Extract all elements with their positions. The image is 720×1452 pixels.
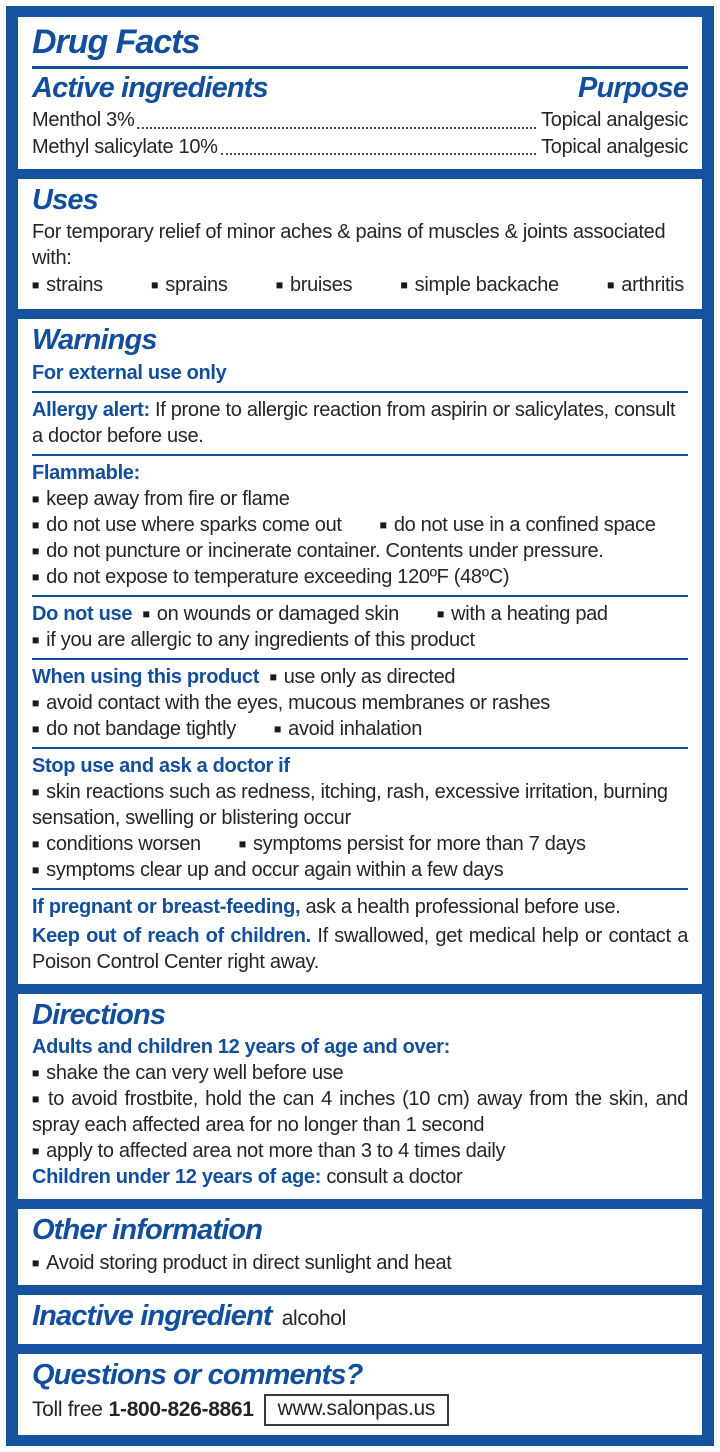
- list-item: ■ to avoid frostbite, hold the can 4 inches (10 cm) away from the skin, and spray each affected area for no longer than 1 second: [32, 1088, 688, 1137]
- uses-title: Uses: [32, 184, 98, 217]
- allergy-alert-subsection: [32, 391, 688, 449]
- keep-out-lead: Keep out of reach of children.: [32, 924, 311, 947]
- drug-facts-title: Drug Facts: [32, 23, 200, 61]
- allergy-alert-lead: Allergy alert:: [32, 398, 150, 421]
- list-item: ■ apply to affected area not more than 3 to 4 times daily: [32, 1140, 506, 1163]
- bullet-square-icon: ■: [436, 606, 445, 621]
- purpose-heading: Purpose: [578, 72, 688, 104]
- keep-out-of-reach-subsection: [32, 923, 688, 975]
- bullet-square-icon: ■: [269, 669, 277, 684]
- adults-lead: Adults and children 12 years of age and over:: [32, 1036, 450, 1059]
- questions-title: Questions or comments?: [32, 1358, 363, 1391]
- bullet-square-icon: ■: [32, 632, 40, 647]
- dotted-leader: [221, 153, 537, 155]
- bullet-square-icon: ■: [32, 569, 40, 584]
- list-item: ■ symptoms clear up and occur again within a few days: [32, 858, 504, 881]
- bullet-square-icon: ■: [273, 721, 282, 736]
- bullet-square-icon: ■: [32, 784, 40, 799]
- bullet-square-icon: ■: [32, 517, 40, 532]
- list-item: ■ if you are allergic to any ingredients of this product: [32, 628, 475, 651]
- list-item: ■ arthritis: [607, 274, 684, 297]
- ingredient-purpose: Topical analgesic: [541, 109, 688, 132]
- list-item: ■ strains: [32, 274, 103, 297]
- children-directions: Children under 12 years of age: consult a doctor: [32, 1166, 463, 1189]
- list-item: ■ do not expose to temperature exceeding 120ºF (48ºC): [32, 565, 510, 588]
- warnings-title: Warnings: [32, 324, 157, 357]
- pregnant-lead: If pregnant or breast-feeding,: [32, 895, 301, 918]
- uses-intro: For temporary relief of minor aches & pains of muscles & joints associated with:: [32, 221, 666, 270]
- bullet-square-icon: ■: [151, 278, 159, 293]
- panel-other-information: [18, 1209, 702, 1284]
- stop-use-subsection: [32, 747, 688, 883]
- list-row: ■ conditions worsen ■ symptoms persist for more than 7 days: [32, 832, 586, 855]
- ingredient-name: Menthol 3%: [32, 109, 135, 132]
- allergy-alert-text: Allergy alert: If prone to allergic reaction from aspirin or salicylates, consult a doctor before use.: [32, 398, 676, 447]
- pregnant-subsection: [32, 888, 688, 920]
- active-ingredients-heading: Active ingredients: [32, 72, 268, 104]
- bullet-square-icon: ■: [32, 1066, 40, 1081]
- do-not-use-row: Do not use ■ on wounds or damaged skin ■ with a heating pad: [32, 602, 608, 625]
- bullet-square-icon: ■: [32, 543, 40, 558]
- list-item: ■ skin reactions such as redness, itching, rash, excessive irritation, burning sensation, swelling or blistering occur: [32, 780, 668, 829]
- bullet-square-icon: ■: [32, 721, 40, 736]
- bullet-square-icon: ■: [32, 1092, 42, 1107]
- bullet-square-icon: ■: [32, 836, 40, 851]
- list-item: ■ keep away from fire or flame: [32, 487, 290, 510]
- toll-free-label: Toll free: [32, 1398, 103, 1422]
- list-item: ■ shake the can very well before use: [32, 1062, 344, 1085]
- list-row: ■ do not bandage tightly ■ avoid inhalation: [32, 717, 423, 740]
- bullet-square-icon: ■: [32, 278, 40, 293]
- do-not-use-lead: Do not use: [32, 602, 133, 625]
- toll-free-number: 1-800-826-8861: [108, 1398, 254, 1422]
- list-item: ■ bruises: [275, 274, 353, 297]
- keep-out-text: Keep out of reach of children. If swallowed, get medical help or contact a Poison Control Center right away.: [32, 924, 689, 973]
- panel-inactive-ingredient: [18, 1295, 702, 1344]
- list-item: ■ avoid contact with the eyes, mucous membranes or rashes: [32, 691, 550, 714]
- ingredient-row: [32, 134, 688, 160]
- list-row: ■ do not use where sparks come out ■ do not use in a confined space: [32, 513, 656, 536]
- bullet-square-icon: ■: [142, 606, 150, 621]
- ingredient-name: Methyl salicylate 10%: [32, 135, 218, 158]
- bullet-square-icon: ■: [238, 836, 246, 851]
- external-use-subhead: For external use only: [32, 361, 227, 384]
- when-using-row: When using this product ■ use only as directed: [32, 665, 456, 688]
- bullet-square-icon: ■: [400, 278, 408, 293]
- flammable-lead: Flammable:: [32, 461, 140, 484]
- bullet-square-icon: ■: [32, 695, 40, 710]
- contact-row: [32, 1394, 688, 1426]
- ingredient-purpose: Topical analgesic: [541, 135, 688, 158]
- bullet-square-icon: ■: [379, 517, 387, 532]
- list-item: ■ simple backache: [400, 274, 559, 297]
- bullet-square-icon: ■: [32, 491, 40, 506]
- when-using-lead: When using this product: [32, 665, 260, 688]
- bullet-square-icon: ■: [32, 1255, 40, 1270]
- panel-warnings: [18, 319, 702, 983]
- when-using-subsection: [32, 658, 688, 742]
- bullet-square-icon: ■: [275, 278, 283, 293]
- inactive-ingredient-value: alcohol: [281, 1306, 347, 1330]
- stop-use-lead: Stop use and ask a doctor if: [32, 754, 290, 777]
- label-frame: [6, 6, 714, 1446]
- ingredient-row: [32, 107, 688, 133]
- bullet-square-icon: ■: [32, 862, 40, 877]
- bullet-square-icon: ■: [607, 278, 615, 293]
- list-item: ■ sprains: [151, 274, 228, 297]
- flammable-subsection: [32, 454, 688, 590]
- directions-title: Directions: [32, 998, 166, 1031]
- panel-uses: [18, 179, 702, 309]
- other-information-title: Other information: [32, 1214, 263, 1247]
- do-not-use-subsection: [32, 595, 688, 653]
- title-rule: [32, 66, 688, 69]
- dotted-leader: [137, 127, 536, 129]
- panel-directions: [18, 994, 702, 1199]
- list-item: ■ do not puncture or incinerate container. Contents under pressure.: [32, 539, 604, 562]
- website-box: www.salonpas.us: [264, 1394, 449, 1426]
- panel-active-ingredients: [18, 17, 702, 169]
- inactive-ingredient-title: Inactive ingredient: [32, 1299, 272, 1332]
- children-lead: Children under 12 years of age:: [32, 1166, 322, 1189]
- bullet-square-icon: ■: [32, 1144, 40, 1159]
- list-item: ■ Avoid storing product in direct sunlight and heat: [32, 1251, 452, 1274]
- panel-questions: [18, 1354, 702, 1435]
- pregnant-text: If pregnant or breast-feeding, ask a health professional before use.: [32, 895, 621, 918]
- uses-bullet-row: [32, 271, 688, 300]
